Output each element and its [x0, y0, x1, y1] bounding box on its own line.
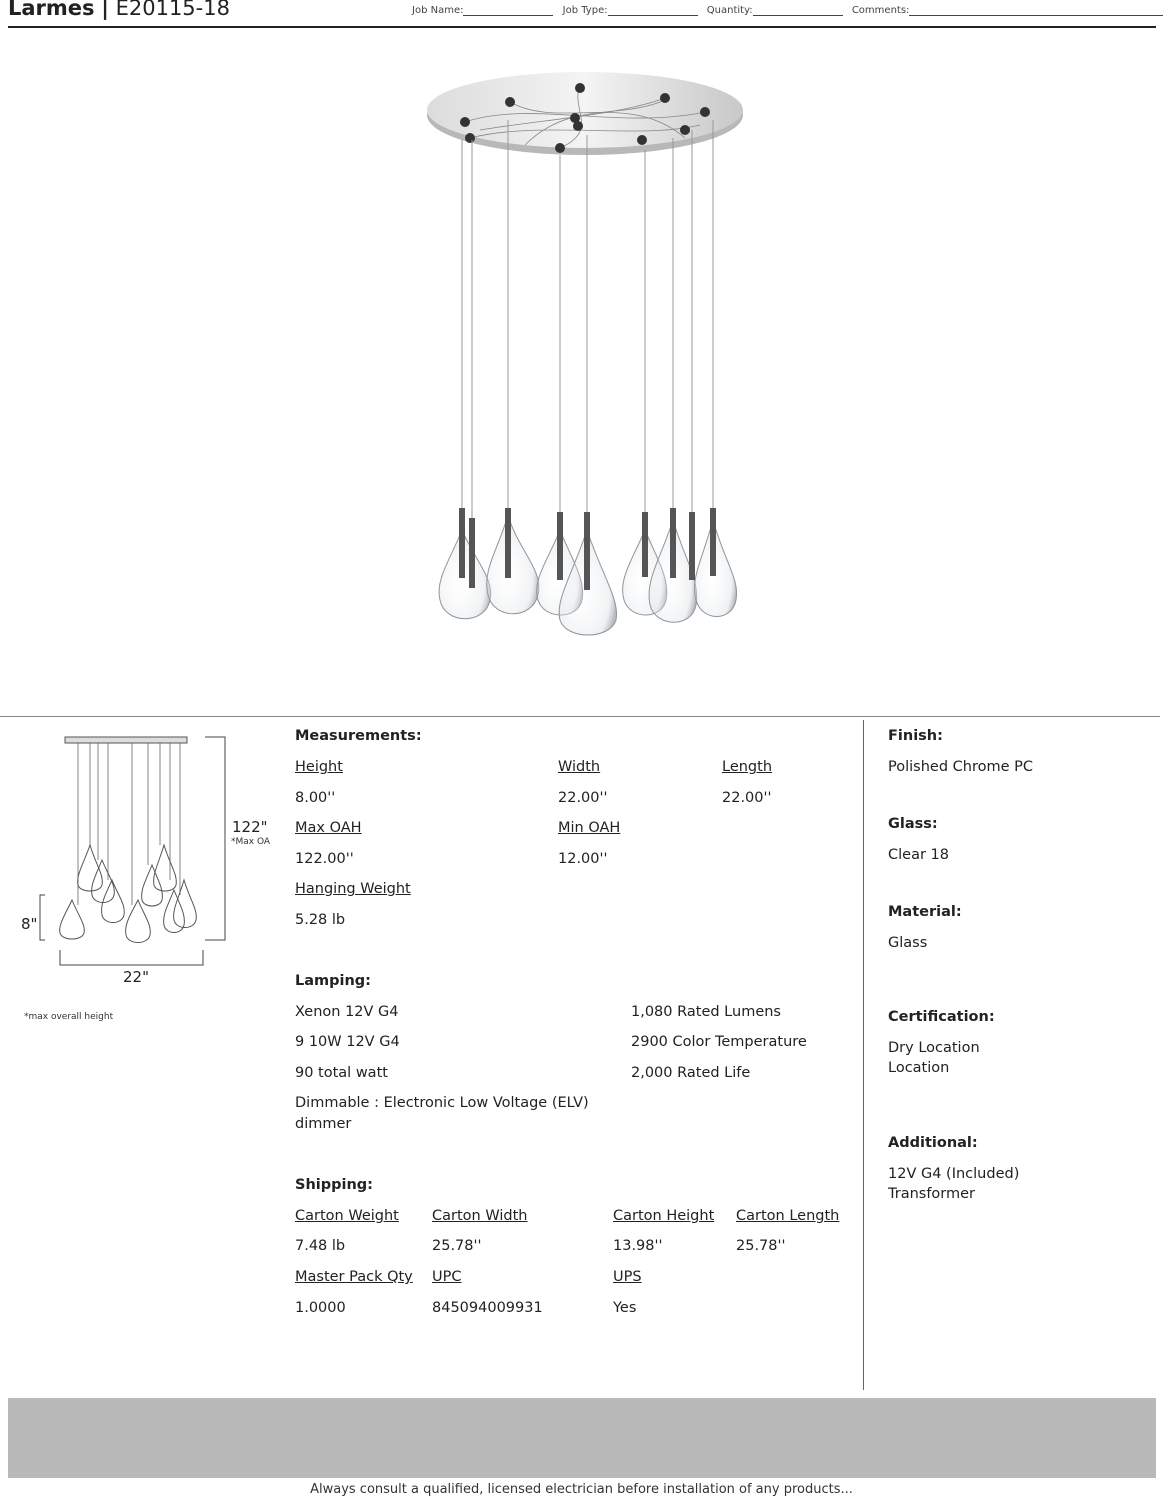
lamping-heading: Lamping:: [295, 973, 371, 989]
drop-height-dim: 8": [21, 915, 38, 933]
upc-label: UPC: [432, 1269, 462, 1285]
max-oah-label: Max OAH: [295, 820, 362, 836]
max-oa-dim: *Max OA: [231, 837, 271, 847]
glass-value: Clear 18: [888, 847, 949, 863]
lamping-right-item: 2,000 Rated Life: [631, 1065, 751, 1081]
certification-line-1: Dry Location: [888, 1040, 980, 1056]
ups-value: Yes: [613, 1300, 637, 1316]
carton-height-label: Carton Height: [613, 1208, 715, 1224]
carton-width-label: Carton Width: [432, 1208, 528, 1224]
column-divider: [863, 720, 864, 1390]
comments-label: Comments:: [851, 5, 910, 16]
master-pack-label: Master Pack Qty: [295, 1269, 413, 1285]
max-oah-value: 122.00'': [295, 851, 354, 867]
width-dim: 22": [123, 968, 149, 986]
job-fields: [412, 5, 1163, 16]
hanging-weight-value: 5.28 lb: [295, 912, 346, 928]
carton-weight-value: 7.48 lb: [295, 1238, 346, 1254]
carton-weight-label: Carton Weight: [295, 1208, 399, 1224]
additional-heading: Additional:: [888, 1135, 978, 1151]
carton-length-value: 25.78'': [736, 1238, 786, 1254]
certification-line-2: Location: [888, 1060, 950, 1076]
header-rule: [8, 26, 1156, 28]
model-number: E20115-18: [115, 0, 230, 20]
footer-band: [8, 1398, 1156, 1478]
carton-width-value: 25.78'': [432, 1238, 482, 1254]
job-name-field[interactable]: [412, 5, 553, 16]
carton-height-value: 13.98'': [613, 1238, 663, 1254]
footer-disclaimer: Always consult a qualified, licensed electrician before installation of any products...: [310, 1482, 853, 1497]
quantity-label: Quantity:: [706, 5, 753, 16]
lamping-right-item: 1,080 Rated Lumens: [631, 1004, 781, 1020]
pendant-cables: [462, 120, 713, 525]
upc-value: 845094009931: [432, 1300, 543, 1316]
finish-heading: Finish:: [888, 728, 943, 744]
master-pack-value: 1.0000: [295, 1300, 346, 1316]
lamping-right-item: 2900 Color Temperature: [631, 1034, 807, 1050]
width-label: Width: [558, 759, 601, 775]
height-value: 8.00'': [295, 790, 336, 806]
quantity-field[interactable]: [707, 5, 843, 16]
ups-label: UPS: [613, 1269, 642, 1285]
certification-heading: Certification:: [888, 1009, 995, 1025]
material-heading: Material:: [888, 904, 962, 920]
height-label: Height: [295, 759, 343, 775]
length-label: Length: [722, 759, 773, 775]
additional-line-2: Transformer: [888, 1186, 976, 1202]
overall-height-dim: 122": [232, 818, 268, 836]
job-name-label: Job Name:: [412, 5, 464, 16]
length-value: 22.00'': [722, 790, 772, 806]
brand-name: Larmes: [8, 0, 95, 20]
lamping-left-item: 9 10W 12V G4: [295, 1034, 400, 1050]
measurements-heading: Measurements:: [295, 728, 422, 744]
finish-value: Polished Chrome PC: [888, 759, 1033, 775]
comments-field[interactable]: [852, 5, 1163, 16]
max-height-note: *max overall height: [24, 1012, 114, 1022]
material-value: Glass: [888, 935, 928, 951]
product-image: [420, 60, 750, 640]
glass-heading: Glass:: [888, 816, 938, 832]
dimmable-line-2: dimmer: [295, 1116, 352, 1132]
dimension-lines: [40, 737, 225, 965]
title-separator: |: [101, 0, 109, 20]
shipping-heading: Shipping:: [295, 1177, 373, 1193]
diagram-drops: [60, 845, 197, 943]
dimension-diagram: [20, 725, 275, 995]
diagram-canopy: [65, 737, 187, 743]
hanging-weight-label: Hanging Weight: [295, 881, 411, 897]
lamping-left-item: 90 total watt: [295, 1065, 388, 1081]
width-value: 22.00'': [558, 790, 608, 806]
section-divider: [0, 716, 1160, 717]
job-type-field[interactable]: [563, 5, 698, 16]
min-oah-label: Min OAH: [558, 820, 621, 836]
carton-length-label: Carton Length: [736, 1208, 840, 1224]
product-title: [8, 0, 230, 20]
additional-line-1: 12V G4 (Included): [888, 1166, 1020, 1182]
job-type-label: Job Type:: [562, 5, 608, 16]
min-oah-value: 12.00'': [558, 851, 608, 867]
lamping-left-item: Xenon 12V G4: [295, 1004, 399, 1020]
dimmable-line-1: Dimmable : Electronic Low Voltage (ELV): [295, 1095, 589, 1111]
